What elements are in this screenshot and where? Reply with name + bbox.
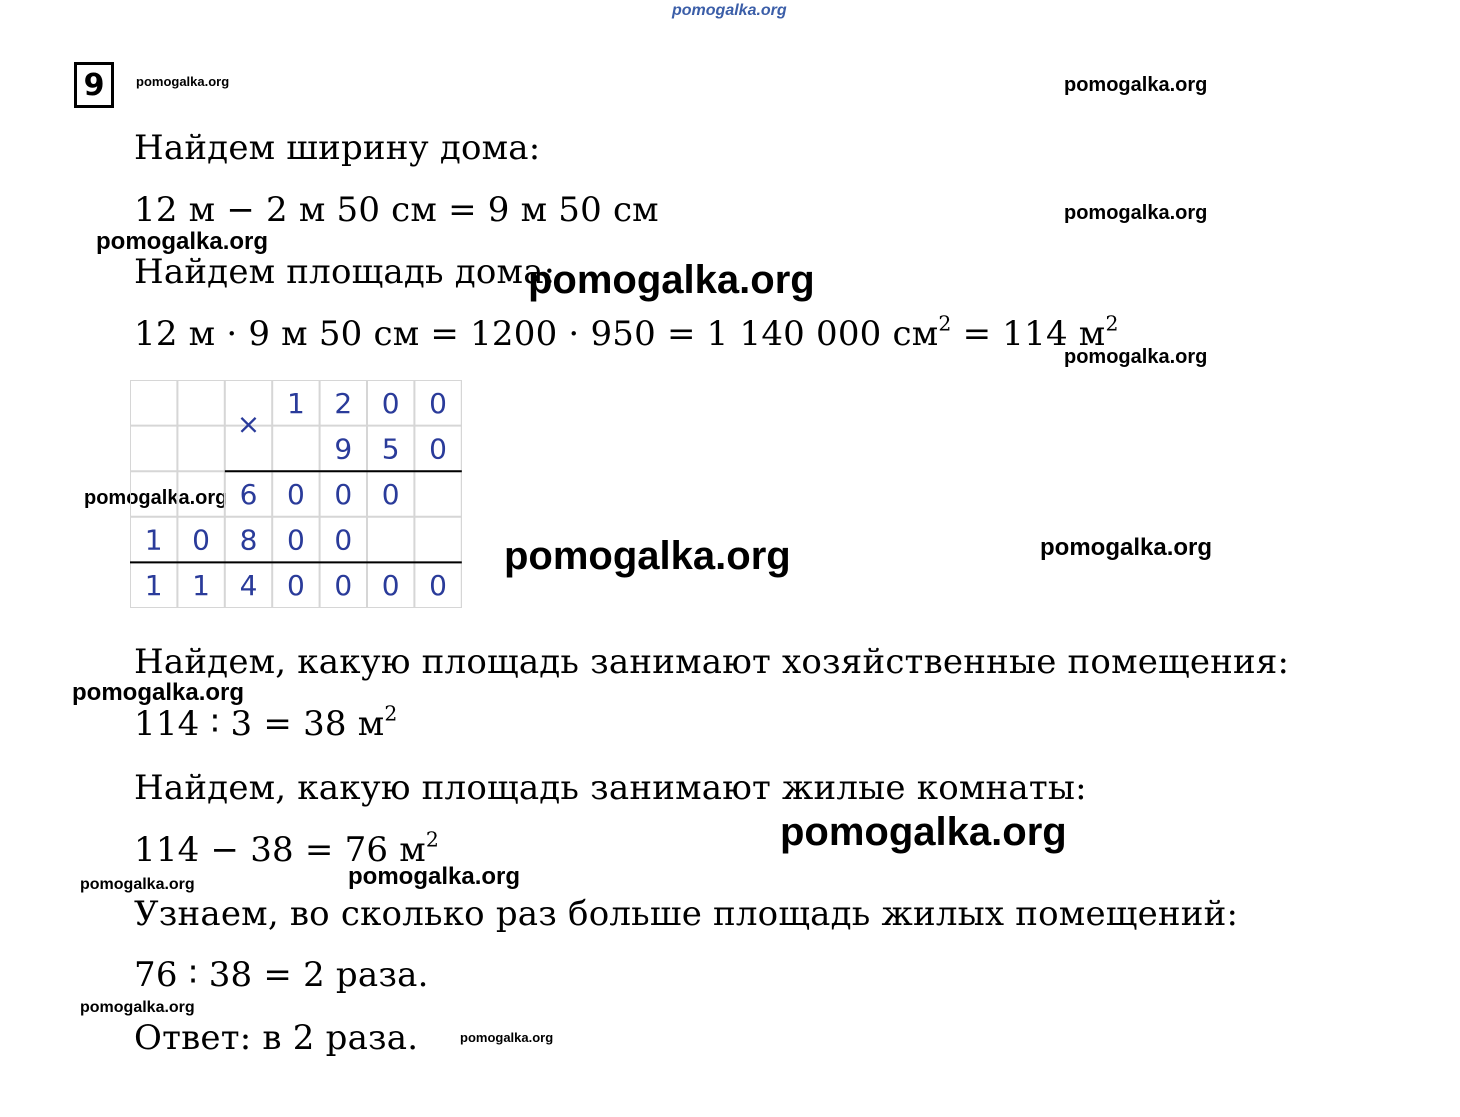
- calc-digit: 0: [334, 478, 353, 512]
- calc-digit: 2: [334, 386, 353, 420]
- multiply-sign: ×: [236, 407, 261, 441]
- step-area-heading: Найдем площадь дома:: [134, 252, 556, 292]
- calc-digit: 1: [144, 523, 163, 557]
- watermark: pomogalka.org: [72, 679, 245, 706]
- calc-digit: 9: [334, 432, 353, 466]
- watermark: pomogalka.org: [504, 534, 791, 578]
- calc-digit: 0: [334, 523, 353, 557]
- living-eq-sup: 2: [425, 827, 440, 852]
- watermark: pomogalka.org: [136, 74, 230, 89]
- top-watermark: pomogalka.org: [672, 2, 787, 19]
- calc-digit: 0: [192, 523, 211, 557]
- watermark: pomogalka.org: [1064, 202, 1208, 224]
- calc-digit: 0: [381, 478, 400, 512]
- watermark: pomogalka.org: [96, 228, 269, 255]
- watermark: pomogalka.org: [1064, 346, 1208, 368]
- step-width-heading: Найдем ширину дома:: [134, 128, 541, 168]
- watermark: pomogalka.org: [80, 876, 195, 893]
- area-eq-part2: = 114 м: [951, 314, 1106, 354]
- step-living-equation: [134, 827, 440, 870]
- calc-digit: 0: [429, 432, 448, 466]
- calc-digit: 0: [286, 478, 305, 512]
- calc-digit: 1: [192, 569, 211, 603]
- watermark: pomogalka.org: [348, 863, 521, 890]
- watermark: pomogalka.org: [80, 999, 195, 1016]
- calc-digit: 8: [239, 523, 258, 557]
- calc-digit: 0: [286, 523, 305, 557]
- answer: Ответ: в 2 раза.: [134, 1018, 419, 1058]
- utility-eq-sup: 2: [384, 701, 398, 726]
- calc-digit: 1: [286, 386, 305, 420]
- calc-digit: 1: [144, 569, 163, 603]
- watermark: pomogalka.org: [460, 1030, 554, 1045]
- multiplication-grid: [130, 380, 462, 608]
- calc-digit: 4: [239, 569, 258, 603]
- calc-digit: 6: [239, 478, 258, 512]
- step-width-equation: 12 м − 2 м 50 см = 9 м 50 см: [134, 190, 659, 230]
- calc-digit: 0: [286, 569, 305, 603]
- step-utility-equation: [134, 701, 398, 744]
- step-living-heading: Найдем, какую площадь занимают жилые комнаты:: [134, 768, 1087, 808]
- calc-digit: 0: [381, 386, 400, 420]
- step-utility-heading: Найдем, какую площадь занимают хозяйственные помещения:: [134, 642, 1290, 682]
- area-eq-sup2: 2: [1105, 311, 1119, 336]
- area-eq-sup1: 2: [938, 311, 952, 336]
- watermark: pomogalka.org: [780, 810, 1067, 854]
- utility-eq: 114 ∶ 3 = 38 м: [134, 704, 385, 744]
- living-eq: 114 − 38 = 76 м: [134, 830, 426, 870]
- calc-digit: 0: [381, 569, 400, 603]
- calc-digit: 0: [429, 569, 448, 603]
- calc-digit: 0: [334, 569, 353, 603]
- watermark: pomogalka.org: [528, 258, 815, 302]
- task-number: 9: [83, 67, 105, 103]
- watermark: pomogalka.org: [1040, 534, 1213, 561]
- watermark: pomogalka.org: [84, 487, 228, 509]
- watermark: pomogalka.org: [1064, 74, 1208, 96]
- step-area-equation: [134, 311, 1119, 354]
- calc-digit: 5: [381, 432, 400, 466]
- step-ratio-equation: 76 ∶ 38 = 2 раза.: [134, 955, 429, 995]
- task-number-box: [74, 62, 114, 108]
- calc-digit: 0: [429, 386, 448, 420]
- area-eq-part1: 12 м · 9 м 50 см = 1200 · 950 = 1 140 000 см: [134, 314, 939, 354]
- step-ratio-heading: Узнаем, во сколько раз больше площадь жилых помещений:: [134, 894, 1239, 934]
